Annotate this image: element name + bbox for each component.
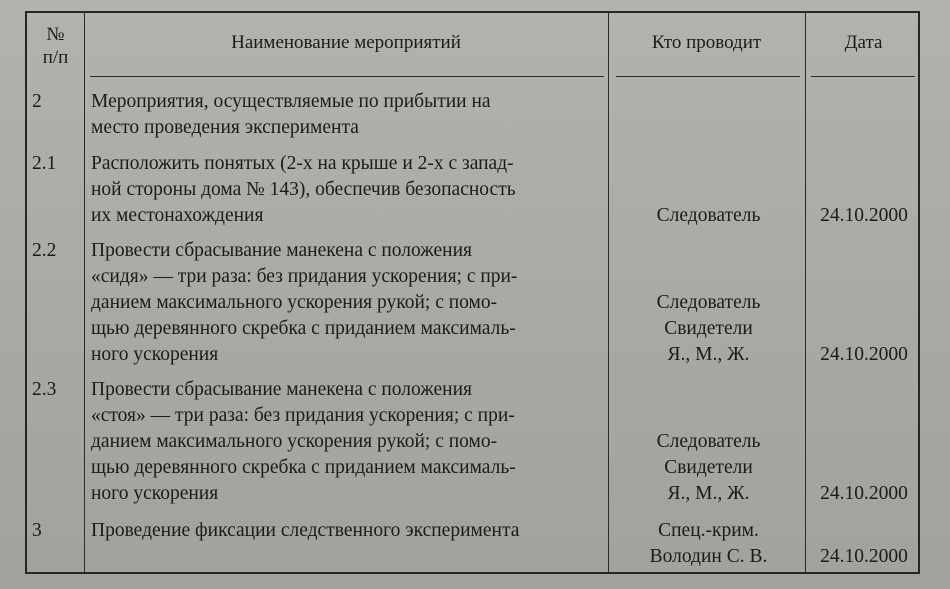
row-date: 24.10.2000 bbox=[820, 205, 908, 226]
row-who bbox=[612, 290, 805, 368]
row-date: 24.10.2000 bbox=[820, 546, 908, 567]
row-description bbox=[91, 238, 605, 368]
column-divider bbox=[805, 13, 806, 572]
who-line: Следователь bbox=[656, 205, 761, 226]
description-line: щью деревянного скребка с приданием максималь- bbox=[91, 318, 516, 339]
column-divider bbox=[608, 13, 609, 572]
who-line: Володин С. В. bbox=[649, 546, 768, 567]
row-date: 24.10.2000 bbox=[820, 344, 908, 365]
description-line: Провести сбрасывание манекена с положения bbox=[91, 379, 473, 400]
description-line: ного ускорения bbox=[91, 483, 219, 504]
row-number: 2.2 bbox=[32, 240, 57, 261]
header-date: Дата bbox=[844, 32, 883, 53]
header-who: Кто проводит bbox=[651, 32, 762, 53]
description-line: «стоя» — три раза: без придания ускорения; с при- bbox=[91, 405, 515, 426]
row-number: 3 bbox=[32, 520, 42, 541]
header-name: Наименование мероприятий bbox=[231, 32, 461, 53]
row-who bbox=[612, 518, 805, 570]
row-description bbox=[91, 518, 605, 544]
who-line: Спец.-крим. bbox=[658, 520, 759, 541]
who-line: Следователь bbox=[656, 431, 761, 452]
description-line: Проведение фиксации следственного эксперимента bbox=[91, 520, 520, 541]
row-date: 24.10.2000 bbox=[820, 483, 908, 504]
description-line: данием максимального ускорения рукой; с помо- bbox=[91, 431, 498, 452]
column-divider bbox=[84, 13, 85, 572]
description-line: данием максимального ускорения рукой; с помо- bbox=[91, 292, 498, 313]
header-number-line1: № bbox=[46, 24, 65, 45]
header-underline bbox=[811, 76, 915, 77]
row-who bbox=[612, 203, 805, 229]
row-description bbox=[91, 151, 605, 229]
description-line: ной стороны дома № 143), обеспечив безопасность bbox=[91, 179, 516, 200]
who-line: Следователь bbox=[656, 292, 761, 313]
row-description bbox=[91, 89, 605, 141]
row-number: 2.1 bbox=[32, 153, 57, 174]
header-underline bbox=[90, 76, 604, 77]
description-line: Мероприятия, осуществляемые по прибытии на bbox=[91, 91, 491, 112]
description-line: «сидя» — три раза: без придания ускорения; с при- bbox=[91, 266, 518, 287]
row-description bbox=[91, 377, 605, 507]
description-line: их местонахождения bbox=[91, 205, 264, 226]
description-line: место проведения эксперимента bbox=[91, 117, 359, 138]
row-who bbox=[612, 429, 805, 507]
events-table bbox=[25, 11, 920, 574]
description-line: Расположить понятых (2-х на крыше и 2-х с запад- bbox=[91, 153, 514, 174]
header-number bbox=[27, 23, 84, 69]
who-line: Я., М., Ж. bbox=[667, 344, 750, 365]
row-number: 2 bbox=[32, 91, 42, 112]
header-number-line2: п/п bbox=[42, 47, 69, 68]
description-line: ного ускорения bbox=[91, 344, 219, 365]
who-line: Свидетели bbox=[664, 318, 753, 339]
who-line: Я., М., Ж. bbox=[667, 483, 750, 504]
who-line: Свидетели bbox=[664, 457, 753, 478]
description-line: Провести сбрасывание манекена с положения bbox=[91, 240, 473, 261]
header-underline bbox=[616, 76, 800, 77]
description-line: щью деревянного скребка с приданием максималь- bbox=[91, 457, 516, 478]
row-number: 2.3 bbox=[32, 379, 57, 400]
